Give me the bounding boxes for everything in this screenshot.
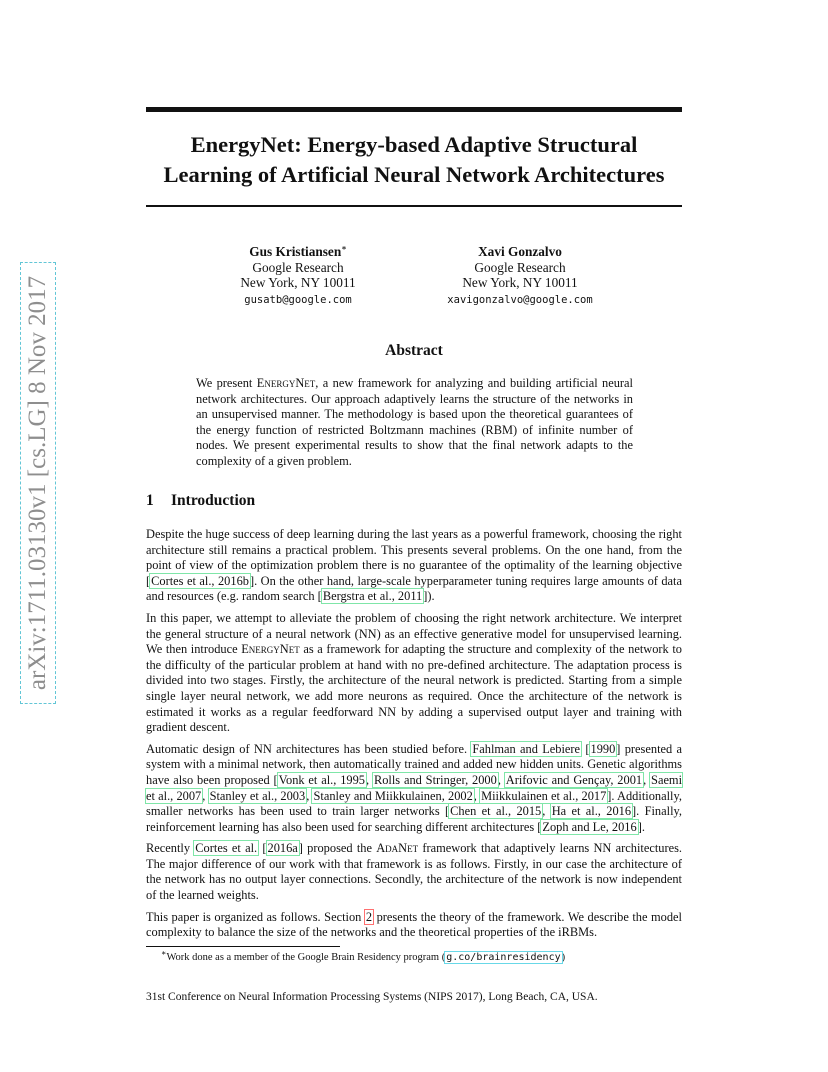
text: ]. Finally, reinforcement learning has also been used for searching different architectures [ <box>146 804 683 834</box>
text: proposed the <box>302 841 377 856</box>
footnote-mark[interactable]: ∗ <box>341 243 347 253</box>
author-block-2 <box>400 244 640 308</box>
text: ]. Additionally, smaller networks has been used to train larger networks [ <box>146 788 682 819</box>
paper-title: EnergyNet: Energy-based Adaptive Structural Learning of Artificial Neural Network Architectures <box>163 132 665 187</box>
paragraph-4: Recently Cortes et al. [2016a] proposed the AdaNet framework that adaptively learns NN architectures. The major difference of our work with that framework is as follows. Firstly, in our case the architecture of the network has no output layer connections. Secondly, the architecture of the network is now independent of the learned weights. <box>146 841 683 903</box>
citation-link[interactable]: Stanley and Miikkulainen, 2002 <box>313 788 473 803</box>
citation-link[interactable]: Chen et al., 2015 <box>450 804 542 819</box>
abstract-text <box>196 376 633 470</box>
author-name: Xavi Gonzalvo <box>478 244 562 259</box>
footnote-indent <box>146 952 161 963</box>
energynet-name: EnergyNet <box>256 376 316 390</box>
text: ]). <box>423 589 435 604</box>
title-bottom-rule <box>146 205 682 207</box>
author-email: gusatb@google.com <box>244 293 352 306</box>
author-email: xavigonzalvo@google.com <box>447 293 593 306</box>
citation-link[interactable]: Miikkulainen et al., 2017 <box>481 788 607 803</box>
section-number: 1 <box>146 492 154 509</box>
text: This paper is organized as follows. Section <box>146 909 365 924</box>
author-name: Gus Kristiansen <box>249 244 342 259</box>
citation-link[interactable]: Cortes et al., 2016b <box>151 573 249 588</box>
conference-note: 31st Conference on Neural Information Processing Systems (NIPS 2017), Long Beach, CA, USA. <box>146 991 598 1003</box>
author-affiliation: Google Research <box>252 259 344 275</box>
arxiv-stamp[interactable] <box>20 262 56 704</box>
author-name-line <box>178 244 418 260</box>
citation-link[interactable]: Ha et al., 2016 <box>551 804 632 819</box>
text: Despite the huge success of deep learning during the last years as a powerful framework, choosing the right architecture still remains a practical problem. This presents several problems. On the one hand, from the point of view of the optimization problem there is no guarantee of the optimality of the learning objective [ <box>146 527 682 588</box>
citation-link[interactable]: 1990 <box>590 741 616 756</box>
footnote-text: Work done as a member of the Google Brain Residency program ( <box>166 952 446 963</box>
body-text <box>146 527 682 947</box>
title-top-rule <box>146 107 682 112</box>
citation-link[interactable]: Rolls and Stringer, 2000 <box>373 772 497 787</box>
citation-link[interactable]: Fahlman and Lebiere <box>472 741 581 756</box>
citation-link[interactable]: Stanley et al., 2003 <box>209 788 306 803</box>
footnote <box>146 948 682 965</box>
citation-link[interactable]: 2016a <box>267 841 298 856</box>
text: , a new framework for analyzing and building artificial neural network architectures. Our approach adaptively learns the structure of the networks in an unsupervised manner. The methodology is based upon the theoretical guarantees of the energy function of restricted Boltzmann machines (RBM) of infinite number of nodes. We present experimental results to show that the final network adapts to the complexity of a given problem. <box>196 376 633 468</box>
section-heading <box>146 492 255 510</box>
author-location: New York, NY 10011 <box>240 275 356 290</box>
section-title: Introduction <box>171 492 256 509</box>
author-block-1 <box>178 244 418 308</box>
footnote-rule <box>146 946 340 947</box>
author-location: New York, NY 10011 <box>462 275 578 290</box>
text: framework that adaptively learns NN architectures. The major difference of our work with that framework is as follows. Firstly, in our case the architecture of the network has no output layer connections. Secondly, the architecture of the network is now independent of the learned weights. <box>146 841 683 903</box>
citation-link[interactable]: Saemi et al., 2007 <box>146 772 683 803</box>
citation-link[interactable]: Vonk et al., 1995 <box>278 772 365 787</box>
paragraph-1 <box>146 527 682 605</box>
footnote-mark: ∗ <box>161 948 167 958</box>
arxiv-id[interactable]: arXiv:1711.03130v1 [cs.LG] 8 Nov 2017 <box>24 275 51 691</box>
citation-link[interactable]: Bergstra et al., 2011 <box>322 589 423 604</box>
paragraph-3: Automatic design of NN architectures has been studied before. Fahlman and Lebiere [1990] presented a system with a minimal network, then automatically trained and added new hidden units. Genetic algorithms have also been proposed [Vonk et al., 1995, Rolls and Stringer, 2000, Arifovic and Gençay, 2001, Saemi et al., 2007, Stanley et al., 2003, Stanley and Miikkulainen, 2002, Miikkulainen et al., 2017]. Additionally, smaller networks has been used to train larger networks [Chen et al., 2015, Ha et al., 2016]. Finally, reinforcement learning has also been used for searching different architectures [Zoph and Le, 2016]. <box>146 741 683 834</box>
footnote-url-link[interactable]: g.co/brainresidency <box>446 952 561 963</box>
text: In this paper, we attempt to alleviate the problem of choosing the right network architecture. We interpret the general structure of a neural network (NN) as an effective generative model for unsupervised learning. We then introduce <box>146 610 682 657</box>
text: ]. On the other hand, large-scale hyperparameter tuning requires large amounts of data and resources (e.g. random search [ <box>146 573 682 604</box>
text: ]. <box>637 819 645 834</box>
text: presents the theory of the framework. We describe the model complexity to balance the size of the networks and the theoretical properties of the iRBMs. <box>146 909 682 940</box>
citation-link[interactable]: Cortes et al. <box>195 841 258 856</box>
text: as a framework for adapting the structure and complexity of the network to the difficulty of the particular problem at hand with no pre-defined architecture. The adaptation process is divided into two stages. Firstly, the architecture of the neural network is predicted. Starting from a simple single layer neural network, we add more neurons as required. Once the architecture of the network is estimated it works as a regular feedforward NN by adding a supervised output layer and training with gradient descent. <box>146 642 682 735</box>
footnote-end: ) <box>561 952 566 963</box>
energynet-name: EnergyNet <box>241 642 300 657</box>
adanet-name: AdaNet <box>376 841 419 856</box>
section-ref-link[interactable]: 2 <box>365 909 373 924</box>
text: Recently <box>146 841 195 856</box>
citation-link[interactable]: Zoph and Le, 2016 <box>542 819 637 834</box>
text: We present <box>196 376 257 390</box>
citation-link[interactable]: Arifovic and Gençay, 2001 <box>505 772 643 787</box>
text: Automatic design of NN architectures has been studied before. <box>146 741 472 756</box>
text: presented a system with a minimal network, then automatically trained and added new hidden units. Genetic algorithms have also been proposed [ <box>146 741 683 787</box>
paragraph-5 <box>146 910 682 941</box>
author-affiliation: Google Research <box>474 259 566 275</box>
paragraph-2 <box>146 611 682 736</box>
abstract-heading: Abstract <box>385 342 443 359</box>
